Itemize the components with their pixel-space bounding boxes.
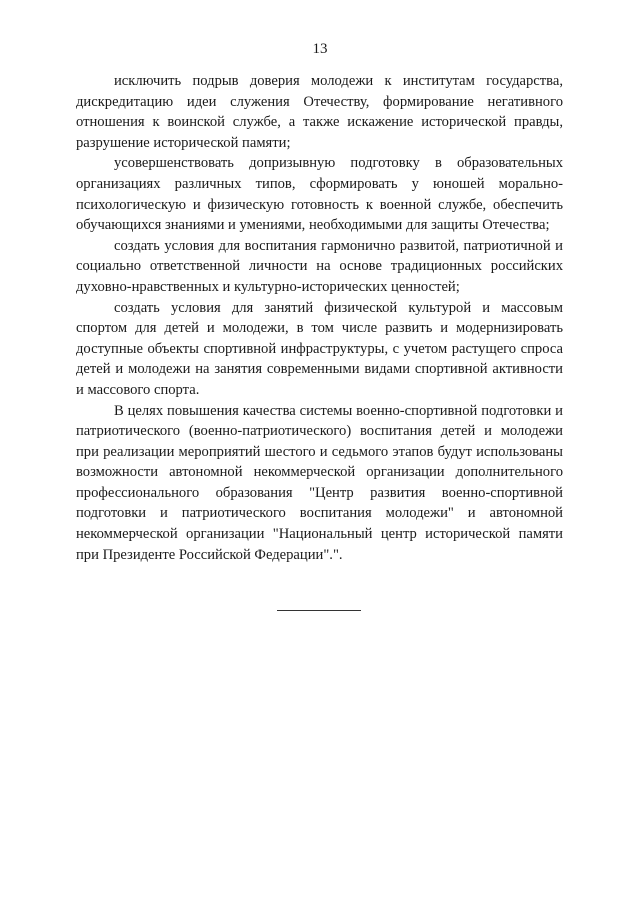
paragraph-5: В целях повышения качества системы военно-спортивной подготовки и патриотического (военно-патриотического) воспитания детей и молодежи при реализации мероприятий шестого и седьмого этапов будут использованы возможности автономной некоммерческой организации дополнительного профессионального образования "Центр развития военно-спортивной подготовки и патриотического воспитания молодежи" и автономной некоммерческой организации "Национальный центр исторической памяти при Президенте Российской Федерации".". xyxy=(76,402,563,563)
paragraph-2: усовершенствовать допризывную подготовку в образовательных организациях различных типов, сформировать у юношей морально-психологическую и физическую готовность к военной службе, обеспечить обучающихся знаниями и умениями, необходимыми для защиты Отечества; xyxy=(76,155,563,234)
document-body xyxy=(76,71,563,565)
page-number: 13 xyxy=(312,41,328,57)
paragraph-1: исключить подрыв доверия молодежи к институтам государства, дискредитацию идеи служения Отечеству, формирование негативного отношения к воинской службе, а также искажение исторической правды, разрушение исторической памяти; xyxy=(76,73,563,151)
end-of-text-divider xyxy=(277,610,361,611)
paragraph-4: создать условия для занятий физической культурой и массовым спортом для детей и молодежи, в том числе развить и модернизировать доступные объекты спортивной инфраструктуры, с учетом растущего спроса детей и молодежи на занятия современными видами спортивной активности и массового спорта. xyxy=(76,299,563,398)
paragraph-3: создать условия для воспитания гармонично развитой, патриотичной и социально ответственной личности на основе традиционных российских духовно-нравственных и культурно-исторических ценностей; xyxy=(76,237,563,295)
